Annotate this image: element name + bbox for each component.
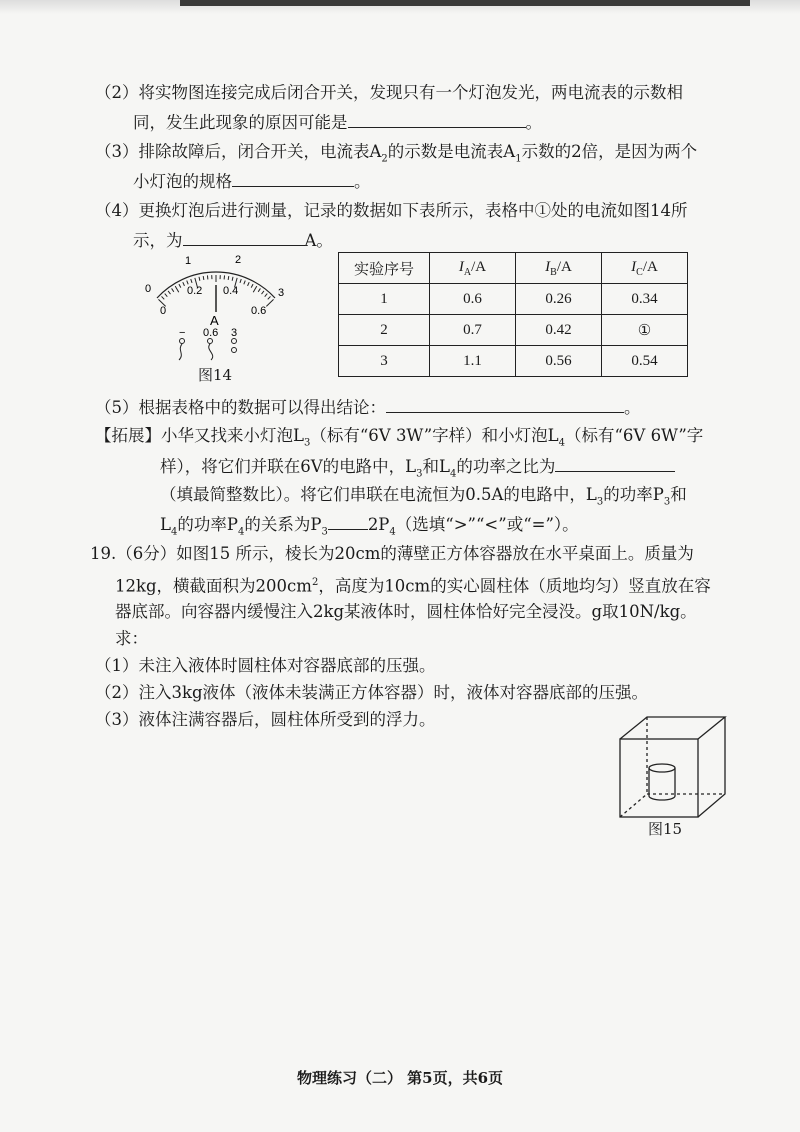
- meter-tick: [265, 294, 268, 297]
- q18-part3-line2: 小灯泡的规格 。: [133, 172, 371, 191]
- table-header: $I_C/A$: [602, 253, 688, 284]
- terminal-label: 3: [231, 327, 238, 339]
- cube-container-figure: [615, 712, 735, 820]
- q19-subq1: （1）未注入液体时圆柱体对容器底部的压强。: [95, 656, 436, 675]
- wire: [209, 344, 213, 360]
- extension-line4: $L_4$的功率$P_4$的关系为$P_3$ $2P_4$（选填“>”“<”或“=”）。: [160, 515, 579, 538]
- page-footer: 物理练习（二） 第5页，共6页: [296, 1069, 504, 1087]
- cylinder-bottom: [649, 796, 675, 800]
- terminal-post: [180, 339, 185, 344]
- q19-line4: 求：: [115, 629, 148, 648]
- meter-tick: [172, 288, 174, 291]
- table-cell: 1.1: [430, 346, 516, 377]
- meter-tick: [168, 291, 170, 294]
- figure-15-caption: 图15: [648, 820, 683, 838]
- table-cell: 0.7: [430, 315, 516, 346]
- terminal-post: [208, 339, 213, 344]
- table-row: [339, 346, 688, 377]
- meter-tick: [203, 276, 204, 280]
- extension-line2: 样），将它们并联在6V的电路中，$L_3$和$L_4$的功率之比为: [160, 455, 675, 485]
- meter-tick: [240, 279, 241, 283]
- top-scale-label: 0: [145, 283, 152, 295]
- meter-tick: [232, 277, 233, 281]
- meter-tick: [268, 296, 271, 299]
- meter-tick: [248, 282, 250, 286]
- q19-line2: 12kg，横截面积为$200cm^2$，高度为10cm的实心圆柱体（质地均匀）竖直放在容: [115, 576, 711, 596]
- table-cell: 2: [339, 315, 430, 346]
- table-cell: 0.34: [602, 284, 688, 315]
- meter-tick: [253, 286, 257, 292]
- top-scale-label: 1: [185, 255, 192, 267]
- data-table: [338, 252, 688, 377]
- meter-tick: [244, 281, 245, 285]
- q19-line3: 器底部。向容器内缓慢注入2kg某液体时，圆柱体恰好完全浸没。g取10N/kg。: [115, 602, 697, 621]
- terminal-label: −: [179, 327, 186, 339]
- bottom-scale-label: 0.4: [223, 285, 239, 297]
- terminal-post: [232, 339, 237, 344]
- meter-tick: [165, 294, 168, 297]
- q18-part4-line1: （4）更换灯泡后进行测量，记录的数据如下表所示，表格中①处的电流如图14所: [95, 201, 688, 220]
- extension-line1: 【拓展】小华又找来小灯泡$L_3$（标有“6V 3W”字样）和小灯泡$L_4$（标有“6V 6W”字: [95, 426, 704, 449]
- table-cell: 0.56: [516, 346, 602, 377]
- meter-tick: [191, 279, 192, 283]
- table-cell: 0.54: [602, 346, 688, 377]
- table-cell: 3: [339, 346, 430, 377]
- table-cell: ①: [602, 315, 688, 346]
- q18-part4-line2: 示，为 A。: [133, 231, 333, 250]
- answer-blank[interactable]: [328, 513, 368, 530]
- meter-tick: [262, 291, 264, 294]
- meter-tick: [175, 286, 179, 292]
- answer-blank[interactable]: [183, 229, 305, 246]
- meter-tick: [258, 288, 260, 291]
- meter-unit: A: [210, 313, 219, 328]
- answer-blank[interactable]: [386, 396, 624, 413]
- cube-front-face: [620, 739, 698, 817]
- bottom-scale-label: 0: [160, 305, 167, 317]
- answer-blank[interactable]: [555, 455, 675, 472]
- q19-subq2: （2）注入3kg液体（液体未装满正方体容器）时，液体对容器底部的压强。: [95, 683, 649, 702]
- cube-hidden-edge: [620, 794, 647, 817]
- figure-14-caption: 图14: [198, 366, 233, 384]
- top-scale-label: 2: [235, 254, 242, 266]
- cylinder-top: [649, 764, 675, 772]
- table-cell: 0.26: [516, 284, 602, 315]
- table-cell: 0.6: [430, 284, 516, 315]
- answer-blank[interactable]: [348, 111, 526, 128]
- meter-tick: [251, 284, 253, 288]
- table-header: $I_A/A$: [430, 253, 516, 284]
- q19-line1: 19.（6分）如图15 所示，棱长为20cm的薄壁正方体容器放在水平桌面上。质量为: [90, 544, 694, 563]
- top-scale-label: 3: [278, 287, 285, 299]
- cube-side-edges: [698, 717, 725, 817]
- scan-top-edge: [180, 0, 750, 6]
- wire: [179, 344, 182, 360]
- q18-part3-line1: （3）排除故障后，闭合开关，电流表$A_2$的示数是电流表$A_1$示数的2倍，是因为两个: [95, 142, 698, 165]
- meter-tick: [266, 299, 273, 306]
- table-row: [339, 315, 688, 346]
- bottom-scale-label: 0.2: [187, 285, 203, 297]
- table-header: $I_B/A$: [516, 253, 602, 284]
- meter-tick: [162, 296, 165, 299]
- q18-part2-line2: 同，发生此现象的原因可能是 。: [133, 113, 542, 132]
- table-cell: 0.42: [516, 315, 602, 346]
- table-header-row: [339, 253, 688, 284]
- meter-tick: [199, 277, 200, 281]
- table-cell: 1: [339, 284, 430, 315]
- q19-subq3: （3）液体注满容器后，圆柱体所受到的浮力。: [95, 710, 436, 729]
- meter-tick: [228, 276, 229, 280]
- cube-top-face: [620, 717, 725, 739]
- terminal-post: [232, 348, 237, 353]
- q18-part2-line1: （2）将实物图连接完成后闭合开关，发现只有一个灯泡发光，两电流表的示数相: [95, 83, 683, 102]
- bottom-scale-label: 0.6: [251, 305, 267, 317]
- meter-tick: [179, 284, 181, 288]
- terminal-label: 0.6: [203, 327, 219, 339]
- meter-tick: [187, 281, 188, 285]
- answer-blank[interactable]: [232, 170, 354, 187]
- table-header: 实验序号: [339, 253, 430, 284]
- extension-line3: （填最简整数比）。将它们串联在电流恒为0.5A的电路中，$L_3$的功率$P_3$和: [160, 485, 687, 508]
- q18-part5: （5）根据表格中的数据可以得出结论： 。: [95, 398, 641, 417]
- meter-tick: [183, 282, 185, 286]
- table-row: [339, 284, 688, 315]
